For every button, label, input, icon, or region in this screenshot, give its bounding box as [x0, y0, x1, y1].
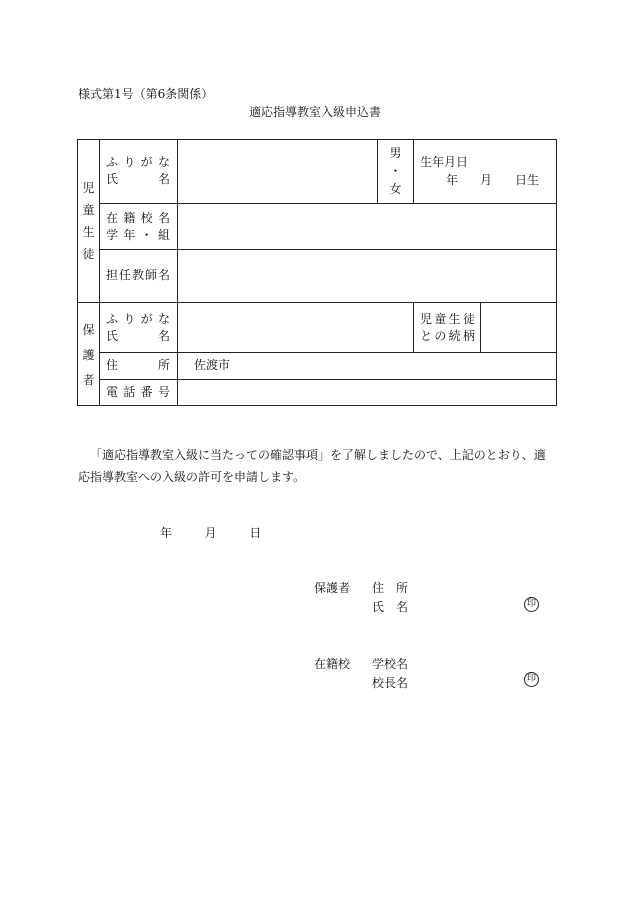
section-char: 童 [82, 202, 95, 217]
phone-field[interactable] [179, 381, 556, 405]
principal-name-label: 校長名 [372, 676, 409, 690]
section-char: 保 [82, 322, 95, 337]
school-grade-field[interactable] [179, 205, 556, 248]
furigana-label: ふ り が な [106, 312, 170, 326]
guardian-role: 保護者 [314, 581, 351, 595]
phone-label: 電 話 番 号 [106, 385, 170, 399]
form-number: 様式第1号（第6条関係） [78, 87, 214, 101]
guardian-section-label [78, 303, 99, 406]
section-char: 徒 [82, 246, 95, 261]
section-char: 護 [82, 347, 95, 362]
school-role: 在籍校 [314, 657, 351, 671]
relationship-right-line [480, 302, 481, 352]
school-name-label: 学校名 [372, 657, 409, 671]
furigana-name-label [106, 154, 170, 188]
label-column-line [177, 139, 178, 406]
relationship-left-line [413, 302, 414, 352]
section-char: 生 [82, 224, 95, 239]
section-column-line [99, 139, 100, 406]
section-char: 者 [82, 372, 95, 387]
birth-date-field[interactable]: 年 月 日生 [446, 173, 540, 187]
row-line-3 [99, 352, 557, 353]
guardian-address-label: 住 所 [372, 581, 409, 595]
gender-selector[interactable] [378, 141, 413, 201]
seal-mark: 印 [524, 672, 539, 687]
student-section-label [78, 139, 99, 302]
gender-female[interactable]: 女 [389, 182, 402, 196]
school-grade-label [106, 210, 170, 244]
section-divider [77, 302, 557, 303]
homeroom-teacher-field[interactable] [179, 251, 556, 301]
row-line-2 [99, 249, 557, 250]
gender-male[interactable]: 男 [389, 146, 402, 160]
grade-class-label: 学 年 ・ 組 [106, 228, 170, 242]
gender-separator: ・ [389, 164, 402, 178]
seal-mark: 印 [524, 597, 539, 612]
relationship-label: 児 童 生 徒 と の 続 柄 [420, 312, 475, 343]
name-label: 氏 名 [106, 329, 170, 343]
furigana-label: ふ り が な [106, 155, 170, 169]
address-label: 住 所 [106, 358, 170, 372]
birth-date-label: 生年月日 [420, 155, 469, 169]
row-line-4 [99, 379, 557, 380]
declaration-text: 「適応指導教室入級に当たっての確認事項」を了解しましたので、上記のとおり、適応指導教室への入級の許可を申請します。 [78, 448, 546, 484]
guardian-name-label: 氏 名 [372, 600, 409, 614]
name-label: 氏 名 [106, 172, 170, 186]
student-name-field[interactable] [179, 141, 376, 202]
guardian-furigana-name-label [106, 311, 170, 345]
guardian-name-field[interactable] [179, 304, 412, 351]
application-date[interactable]: 年 月 日 [160, 526, 262, 540]
address-value[interactable]: 佐渡市 [194, 358, 231, 372]
section-char: 児 [82, 180, 95, 195]
row-line-1 [99, 203, 557, 204]
relationship-field[interactable] [482, 304, 556, 351]
form-title: 適応指導教室入級申込書 [248, 105, 381, 119]
school-name-label: 在 籍 校 名 [106, 211, 170, 225]
homeroom-teacher-label: 担 任 教 師 名 [106, 268, 170, 282]
